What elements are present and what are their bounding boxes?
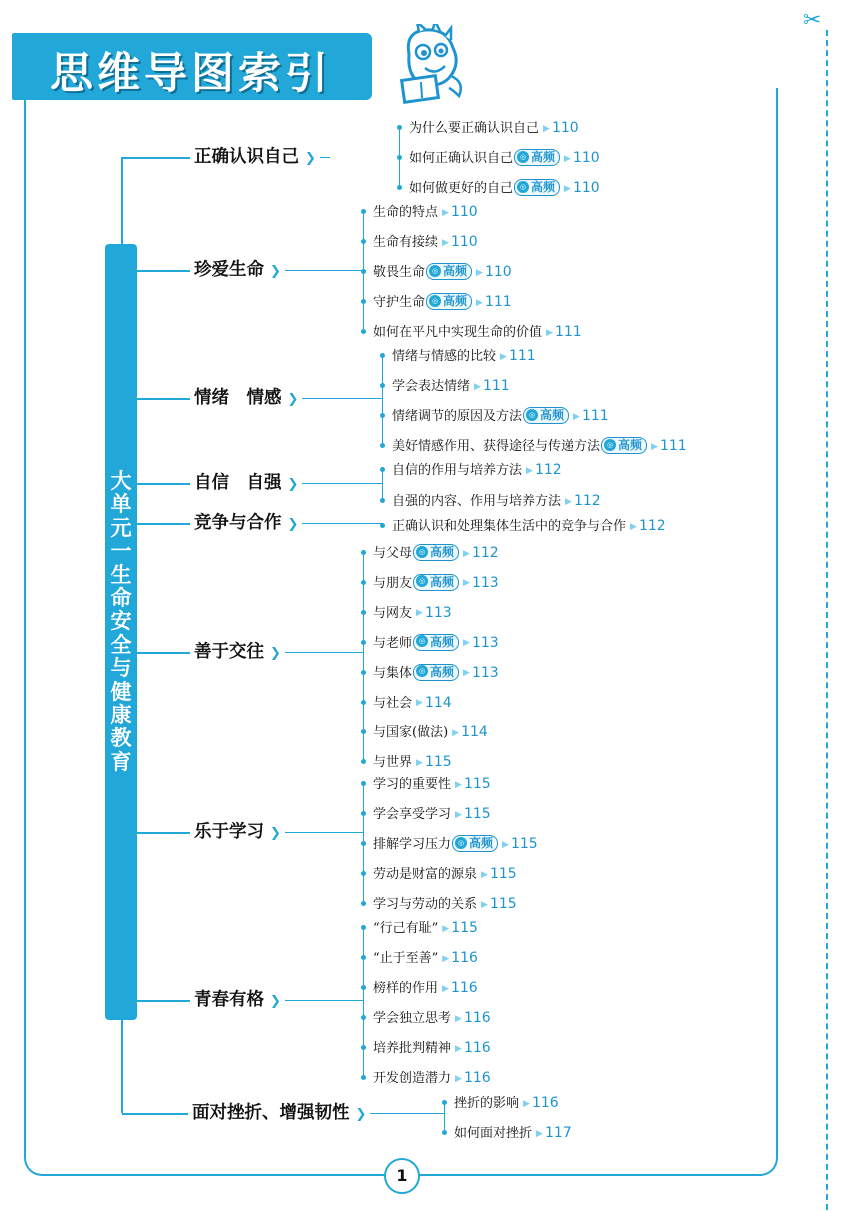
topic-text: 竞争与合作	[194, 513, 282, 533]
topic-item	[380, 375, 510, 397]
topic-item	[361, 261, 512, 283]
badge-mark-icon: ◎	[455, 837, 467, 849]
badge-label: 高频	[618, 438, 643, 452]
page-arrow-icon: ▶	[481, 899, 488, 910]
branch-connector	[285, 652, 364, 653]
badge-mark-icon: ◎	[604, 439, 616, 451]
topic-item	[361, 1007, 491, 1029]
high-frequency-badge	[413, 634, 459, 651]
badge-label: 高频	[430, 634, 455, 649]
topic-item	[361, 291, 512, 313]
item-text: 生命有接续	[373, 235, 439, 250]
item-text: 学习的重要性	[373, 777, 452, 792]
item-text: 自信的作用与培养方法	[392, 463, 523, 478]
bullet-dot-icon	[361, 700, 366, 705]
item-text: “止于至善”	[373, 951, 439, 966]
topic-item	[361, 1067, 491, 1089]
bullet-dot-icon	[361, 329, 366, 334]
item-text: 学会表达情绪	[392, 379, 471, 394]
bullet-dot-icon	[361, 1075, 366, 1080]
branch-connector	[285, 1000, 364, 1001]
badge-label: 高频	[469, 836, 494, 850]
bullet-dot-icon	[361, 299, 366, 304]
badge-label: 高频	[531, 180, 556, 194]
page-title: 思维导图索引	[50, 49, 332, 99]
badge-mark-icon: ◎	[416, 575, 428, 587]
item-text: 与社会	[373, 695, 413, 711]
topic-item	[361, 773, 491, 795]
page-arrow-icon: ▶	[442, 207, 449, 218]
item-text: 开发创造潜力	[373, 1071, 452, 1086]
topic-item	[361, 321, 582, 343]
item-text: 如何在平凡中实现生命的价值	[373, 325, 543, 340]
page-arrow-icon: ▶	[455, 1073, 462, 1084]
page-arrow-icon: ▶	[455, 779, 462, 790]
page-arrow-icon: ▶	[463, 668, 470, 679]
badge-mark-icon: ◎	[517, 151, 529, 163]
item-text: 情绪调节的原因及方法	[392, 409, 523, 424]
badge-label: 高频	[430, 574, 455, 589]
page-arrow-icon: ▶	[416, 698, 423, 708]
topic-text: 正确认识自己	[194, 147, 299, 167]
scissors-icon: ✂	[803, 8, 822, 33]
page-arrow-icon: ▶	[523, 1098, 530, 1109]
item-text: 如何做更好的自己	[409, 181, 514, 196]
page-ref: 112	[638, 518, 666, 534]
topic-text: 自信 自强	[194, 473, 282, 493]
chevron-right-icon: ❯	[270, 994, 281, 1009]
page-ref: 115	[463, 776, 491, 792]
page-ref: 111	[659, 438, 687, 454]
topic-label	[194, 987, 281, 1013]
chevron-right-icon: ❯	[270, 264, 281, 279]
topic-item	[361, 833, 538, 855]
bullet-dot-icon	[361, 925, 366, 930]
topic-item	[380, 345, 536, 367]
branch-connector	[302, 483, 383, 484]
high-frequency-badge	[452, 835, 498, 852]
bullet-dot-icon	[361, 729, 366, 734]
badge-label: 高频	[443, 294, 468, 308]
item-text: 劳动是财富的源泉	[373, 867, 478, 882]
item-text: 与国家(做法)	[373, 725, 449, 741]
page-ref: 113	[471, 664, 499, 681]
page-ref: 112	[534, 462, 562, 478]
page-ref: 115	[424, 754, 452, 771]
page-ref: 115	[489, 896, 517, 912]
bullet-dot-icon	[361, 209, 366, 214]
badge-label: 高频	[430, 545, 455, 559]
item-text: 挫折的影响	[454, 1096, 520, 1111]
topic-label	[194, 819, 281, 845]
item-text: 美好情感作用、获得途径与传递方法	[392, 439, 601, 454]
badge-mark-icon: ◎	[526, 409, 538, 421]
bullet-dot-icon	[361, 985, 366, 990]
page-arrow-icon: ▶	[416, 608, 423, 619]
topic-item	[380, 515, 666, 537]
branch-bracket	[382, 356, 383, 446]
page-ref: 116	[463, 1040, 491, 1056]
chevron-right-icon: ❯	[270, 826, 281, 841]
page-ref: 113	[471, 574, 499, 591]
topic-connector	[122, 1113, 188, 1115]
page-ref: 111	[554, 324, 582, 340]
page-ref: 111	[581, 408, 609, 424]
chevron-right-icon: ❯	[287, 517, 299, 532]
topic-item	[361, 632, 499, 654]
page-arrow-icon: ▶	[476, 297, 483, 308]
page-arrow-icon: ▶	[455, 1013, 462, 1024]
chevron-right-icon: ❯	[305, 151, 316, 166]
page-number: 1	[384, 1158, 420, 1194]
topic-label	[192, 1100, 366, 1126]
bullet-dot-icon	[361, 841, 366, 846]
page-arrow-icon: ▶	[476, 267, 483, 278]
page-arrow-icon: ▶	[455, 1043, 462, 1054]
high-frequency-badge	[514, 179, 560, 196]
page-arrow-icon: ▶	[565, 496, 572, 507]
chevron-right-icon: ❯	[270, 646, 281, 661]
item-text: 学会享受学习	[373, 807, 452, 822]
topic-label	[194, 257, 281, 283]
page-arrow-icon: ▶	[452, 727, 460, 738]
page-ref: 111	[482, 378, 510, 394]
bullet-dot-icon	[361, 759, 366, 764]
bullet-dot-icon	[380, 413, 385, 418]
page-arrow-icon: ▶	[500, 351, 507, 362]
bullet-dot-icon	[397, 185, 402, 190]
page-arrow-icon: ▶	[442, 953, 450, 964]
topic-item	[361, 572, 499, 594]
topic-item	[397, 177, 600, 199]
page-arrow-icon: ▶	[442, 923, 450, 934]
page-ref: 116	[531, 1095, 559, 1111]
page-ref: 115	[463, 806, 491, 822]
bullet-dot-icon	[361, 1015, 366, 1020]
item-text: 正确认识和处理集体生活中的竞争与合作	[392, 519, 627, 534]
topic-item	[361, 893, 517, 915]
bullet-dot-icon	[361, 871, 366, 876]
page-ref: 112	[471, 545, 499, 561]
bullet-dot-icon	[361, 955, 366, 960]
unit-title: 大单元一 生命安全与健康教育	[110, 469, 153, 774]
page-ref: 116	[451, 950, 478, 966]
bullet-dot-icon	[442, 1130, 447, 1135]
branch-connector	[370, 1113, 445, 1114]
bullet-dot-icon	[397, 155, 402, 160]
page-arrow-icon: ▶	[455, 809, 462, 820]
item-text: 与父母	[373, 546, 413, 561]
bullet-dot-icon	[361, 610, 366, 615]
bullet-dot-icon	[361, 1045, 366, 1050]
page-ref: 113	[424, 604, 452, 621]
bullet-dot-icon	[361, 239, 366, 244]
item-text: 与网友	[373, 605, 413, 621]
topic-item	[361, 917, 478, 939]
bullet-dot-icon	[361, 580, 366, 585]
bullet-dot-icon	[361, 901, 366, 906]
topic-label	[194, 470, 298, 496]
bullet-dot-icon	[361, 670, 366, 675]
branch-connector	[285, 270, 366, 271]
branch-connector	[320, 157, 330, 158]
topic-item	[397, 117, 579, 139]
page-ref: 111	[484, 294, 512, 310]
topic-item	[361, 542, 499, 564]
page-arrow-icon: ▶	[416, 757, 423, 768]
page-ref: 110	[450, 204, 478, 220]
high-frequency-badge	[413, 664, 459, 681]
page-arrow-icon: ▶	[481, 869, 488, 880]
bullet-dot-icon	[361, 781, 366, 786]
badge-mark-icon: ◎	[517, 181, 529, 193]
page-arrow-icon: ▶	[573, 411, 580, 422]
page-ref: 114	[461, 724, 488, 741]
topic-label	[194, 144, 316, 170]
topic-text: 青春有格	[194, 990, 264, 1010]
topic-item	[361, 803, 491, 825]
topic-item	[361, 1037, 491, 1059]
topic-text: 情绪 情感	[194, 388, 282, 408]
page-arrow-icon: ▶	[442, 983, 449, 994]
badge-mark-icon: ◎	[429, 265, 441, 277]
topic-item	[442, 1122, 572, 1144]
chevron-right-icon: ❯	[287, 477, 299, 492]
page-ref: 115	[451, 920, 478, 936]
badge-label: 高频	[430, 664, 455, 679]
page-arrow-icon: ▶	[502, 839, 509, 850]
item-text: 学会独立思考	[373, 1011, 452, 1026]
topic-text: 珍爱生命	[194, 260, 264, 280]
branch-connector	[302, 523, 383, 524]
item-text: 与老师	[373, 635, 413, 651]
bullet-dot-icon	[442, 1100, 447, 1105]
item-text: “行己有耻”	[373, 921, 439, 936]
topic-item	[380, 405, 609, 427]
topic-item	[380, 435, 687, 457]
bullet-dot-icon	[380, 383, 385, 388]
item-text: 与朋友	[373, 575, 413, 591]
page-ref: 110	[551, 120, 579, 136]
page-ref: 115	[510, 836, 538, 852]
bullet-dot-icon	[361, 640, 366, 645]
page-arrow-icon: ▶	[564, 183, 571, 194]
topic-connector	[122, 157, 190, 159]
chevron-right-icon: ❯	[355, 1107, 367, 1122]
badge-mark-icon: ◎	[416, 665, 428, 677]
item-text: 与世界	[373, 755, 413, 771]
bullet-dot-icon	[380, 523, 385, 528]
topic-item	[361, 863, 517, 885]
page-ref: 112	[573, 493, 601, 509]
badge-label: 高频	[531, 150, 556, 164]
badge-mark-icon: ◎	[416, 546, 428, 558]
topic-label	[194, 385, 298, 411]
item-text: 守护生命	[373, 295, 426, 310]
topic-item	[380, 459, 562, 481]
high-frequency-badge	[514, 149, 560, 166]
item-text: 如何正确认识自己	[409, 151, 514, 166]
item-text: 学习与劳动的关系	[373, 897, 478, 912]
topic-item	[361, 751, 452, 773]
topic-label	[194, 510, 298, 536]
item-text: 自强的内容、作用与培养方法	[392, 494, 562, 509]
page-arrow-icon: ▶	[463, 578, 470, 589]
page-ref: 116	[463, 1010, 491, 1026]
page-arrow-icon: ▶	[526, 465, 533, 476]
badge-label: 高频	[540, 408, 565, 422]
high-frequency-badge	[523, 407, 569, 424]
page-arrow-icon: ▶	[463, 638, 470, 649]
high-frequency-badge	[426, 293, 472, 310]
bullet-dot-icon	[361, 269, 366, 274]
item-text: 敬畏生命	[373, 265, 426, 280]
page-ref: 113	[471, 634, 499, 651]
page-ref: 110	[484, 264, 512, 280]
topic-text: 面对挫折、增强韧性	[192, 1103, 350, 1123]
page-ref: 115	[489, 866, 517, 882]
topic-label	[194, 639, 281, 665]
topic-text: 乐于学习	[194, 822, 264, 842]
page-ref: 111	[508, 348, 536, 364]
page-arrow-icon: ▶	[564, 153, 571, 164]
topic-item	[361, 602, 452, 624]
bullet-dot-icon	[380, 353, 385, 358]
page-arrow-icon: ▶	[630, 521, 637, 532]
topic-item	[361, 201, 478, 223]
page-ref: 114	[424, 694, 452, 711]
topic-item	[361, 692, 452, 714]
topic-item	[361, 977, 478, 999]
item-text: 培养批判精神	[373, 1041, 452, 1056]
high-frequency-badge	[601, 437, 647, 454]
topic-item	[361, 231, 478, 253]
page-ref: 110	[572, 180, 600, 196]
topic-item	[361, 721, 488, 743]
page-arrow-icon: ▶	[463, 548, 470, 559]
bullet-dot-icon	[361, 550, 366, 555]
topic-item	[361, 662, 499, 684]
topic-item	[380, 490, 601, 512]
item-text: 如何面对挫折	[454, 1126, 533, 1141]
topic-item	[361, 947, 478, 969]
high-frequency-badge	[413, 544, 459, 561]
high-frequency-badge	[413, 574, 459, 591]
page-ref: 116	[463, 1070, 491, 1086]
page-arrow-icon: ▶	[651, 441, 658, 452]
page-arrow-icon: ▶	[543, 123, 550, 134]
item-text: 情绪与情感的比较	[392, 349, 497, 364]
page-ref: 116	[450, 980, 478, 996]
page-arrow-icon: ▶	[474, 381, 481, 392]
item-text: 与集体	[373, 665, 413, 681]
topic-item	[397, 147, 600, 169]
bullet-dot-icon	[380, 498, 385, 503]
item-text: 为什么要正确认识自己	[409, 121, 540, 136]
cut-line	[826, 30, 828, 1210]
bullet-dot-icon	[361, 811, 366, 816]
bullet-dot-icon	[380, 443, 385, 448]
badge-mark-icon: ◎	[416, 635, 428, 647]
page-arrow-icon: ▶	[546, 327, 553, 338]
topic-item	[442, 1092, 559, 1114]
badge-label: 高频	[443, 264, 468, 278]
page-arrow-icon: ▶	[536, 1128, 543, 1139]
item-text: 榜样的作用	[373, 981, 439, 996]
chevron-right-icon: ❯	[287, 392, 299, 407]
branch-connector	[302, 398, 383, 399]
page-arrow-icon: ▶	[442, 237, 449, 248]
high-frequency-badge	[426, 263, 472, 280]
page-ref: 110	[450, 234, 478, 250]
bullet-dot-icon	[397, 125, 402, 130]
page-ref: 110	[572, 150, 600, 166]
branch-connector	[285, 832, 364, 833]
item-text: 排解学习压力	[373, 837, 452, 852]
page-ref: 117	[544, 1125, 572, 1141]
badge-mark-icon: ◎	[429, 295, 441, 307]
topic-text: 善于交往	[194, 642, 264, 662]
bullet-dot-icon	[380, 467, 385, 472]
item-text: 生命的特点	[373, 205, 439, 220]
